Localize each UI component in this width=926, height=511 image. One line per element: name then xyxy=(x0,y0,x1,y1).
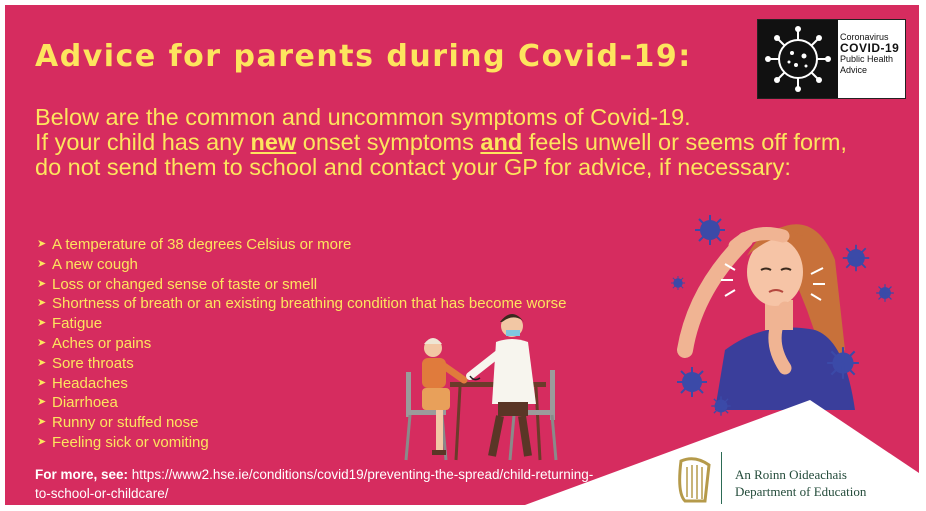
symptom-text: Aches or pains xyxy=(52,334,152,352)
emphasis-and: and xyxy=(480,129,523,155)
intro-text-mid: onset symptoms xyxy=(296,129,481,155)
symptom-text: Fatigue xyxy=(52,315,103,333)
symptom-text: Loss or changed sense of taste or smell xyxy=(52,275,318,293)
logo-line-covid: COVID-19 xyxy=(840,41,900,55)
arrow-bullet-icon: ➤ xyxy=(37,376,47,389)
emphasis-new: new xyxy=(250,129,297,155)
arrow-bullet-icon: ➤ xyxy=(37,277,47,290)
symptom-text: Headaches xyxy=(52,374,128,392)
arrow-bullet-icon: ➤ xyxy=(37,416,47,429)
symptom-text: Runny or stuffed nose xyxy=(52,414,199,432)
poster xyxy=(5,5,919,505)
more-info-lead: For more, see: xyxy=(35,467,129,482)
harp-emblem-icon xyxy=(673,455,717,505)
logo-line-coronavirus: Coronavirus xyxy=(840,32,889,42)
logo-line-public-health: Public Health xyxy=(840,54,894,64)
intro-line-1: Below are the common and uncommon symptoms of Covid-19. xyxy=(35,104,691,130)
arrow-bullet-icon: ➤ xyxy=(37,336,47,349)
arrow-bullet-icon: ➤ xyxy=(37,257,47,270)
department-irish: An Roinn Oideachais xyxy=(735,467,847,482)
arrow-bullet-icon: ➤ xyxy=(37,435,47,448)
symptom-text: A temperature of 38 degrees Celsius or more xyxy=(52,236,352,253)
symptom-text: Shortness of breath or an existing breathing condition that has become worse xyxy=(52,295,567,313)
page-title: Advice for parents during Covid-19: xyxy=(35,39,692,74)
arrow-bullet-icon: ➤ xyxy=(37,356,47,369)
department-name xyxy=(735,466,866,500)
more-info xyxy=(35,465,595,503)
arrow-bullet-icon: ➤ xyxy=(37,238,47,250)
department-divider xyxy=(721,452,722,504)
symptom-text: Diarrhoea xyxy=(52,394,118,412)
department-english: Department of Education xyxy=(735,484,867,499)
symptom-text: Feeling sick or vomiting xyxy=(52,433,209,451)
intro-text-pre: If your child has any xyxy=(35,129,251,155)
symptom-text: A new cough xyxy=(52,255,138,273)
intro-text-post: feels unwell or seems off form, do not send them to school and contact your GP for advice, if necessary: xyxy=(35,129,847,180)
more-info-link[interactable]: https://www2.hse.ie/conditions/covid19/preventing-the-spread/child-returning-to-school-or-childcare/ xyxy=(35,467,594,501)
logo-line-advice: Advice xyxy=(840,65,868,75)
arrow-bullet-icon: ➤ xyxy=(37,297,47,310)
arrow-bullet-icon: ➤ xyxy=(37,396,47,409)
symptom-text: Sore throats xyxy=(52,354,134,372)
arrow-bullet-icon: ➤ xyxy=(37,317,47,330)
footer-wedge xyxy=(5,5,919,505)
